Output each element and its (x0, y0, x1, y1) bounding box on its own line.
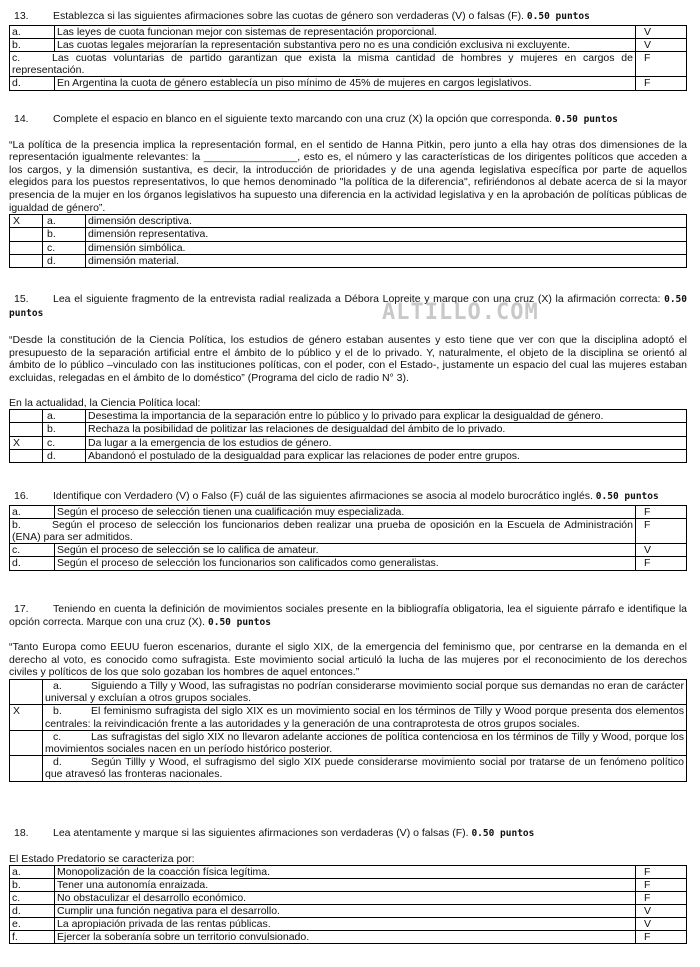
row-letter: a. (43, 215, 86, 228)
q14-table (9, 214, 687, 268)
question-points: 0.50 puntos (208, 616, 271, 628)
row-letter: c. (43, 241, 86, 254)
q18-table (9, 865, 687, 944)
question-number: 16. (14, 490, 29, 502)
row-text: Siguiendo a Tilly y Wood, las sufragistas no podrían considerarse movimiento social porque sus demandas no eran de carácter universal y excluían a otros grupos sociales. (45, 679, 684, 705)
row-letter: b. (53, 705, 62, 718)
row-letter: d. (53, 756, 62, 769)
answer-cell[interactable]: F (636, 77, 687, 90)
row-letter: c. (43, 436, 86, 449)
question-points: 0.50 puntos (554, 114, 618, 125)
question-17-header (9, 603, 687, 629)
question-number: 14. (14, 113, 29, 125)
question-number: 13. (14, 10, 29, 22)
row-text-wrapped (43, 756, 687, 781)
mark-cell[interactable] (10, 254, 43, 267)
answer-cell[interactable]: F (636, 931, 687, 944)
question-number: 15. (14, 293, 29, 305)
row-text: Abandonó el postulado de la desigualdad para explicar las relaciones de poder entre grupos. (86, 449, 687, 462)
answer-cell[interactable]: V (636, 544, 687, 557)
question-intro: En la actualidad, la Ciencia Política local: (9, 396, 201, 409)
row-letter: a. (10, 866, 55, 879)
answer-cell[interactable]: F (636, 892, 687, 905)
question-points: 0.50 puntos (526, 11, 590, 22)
mark-cell[interactable]: X (10, 215, 43, 228)
table-row (10, 423, 687, 436)
row-letter: a. (10, 505, 55, 518)
row-letter: d. (10, 905, 55, 918)
row-letter: d. (43, 254, 86, 267)
row-text: Rechaza la posibilidad de politizar las relaciones de desigualdad del ámbito de lo privado. (86, 423, 687, 436)
table-row (10, 730, 687, 755)
row-text: Según el proceso de selección los funcionarios deben realizar una prueba de oposición en la Escuela de Administración (ENA) para ser admitidos. (12, 518, 633, 543)
row-letter: d. (43, 449, 86, 462)
row-letter: b. (10, 879, 55, 892)
mark-cell[interactable] (10, 730, 43, 755)
row-text: Desestima la importancia de la separación entre lo público y lo privado para explicar la desigualdad de género. (86, 410, 687, 423)
question-15 (9, 293, 687, 463)
row-letter: d. (10, 557, 55, 570)
row-letter: d. (10, 77, 55, 90)
table-row (10, 892, 687, 905)
question-17 (9, 603, 687, 782)
question-text: Identifique con Verdadero (V) o Falso (F) cuál de las siguientes afirmaciones se asocia al modelo burocrático inglés. (53, 490, 593, 502)
quote-paragraph: “La política de la presencia implica la representación formal, en el sentido de Hanna Pitkin, pero junto a ella hay otras dos dimensiones de la representación igualmente relevantes: la ________________, esto es, el número y las características de los dirigentes políticos que acceden a los cargos, y la dimensión sustantiva, es decir, la introducción de prioridades y de una agenda legislativa específica por parte de aquellos elegidos para los puestos representativos, lo que hemos denominado "la política de la diferencia", refiriéndonos al debate acerca de si la mayor presencia de la mujer en los órganos legislativos ha supuesto una diferencia en la actividad legislativa y en la aprobación de políticas públicas de igualdad de género”. (9, 138, 687, 214)
table-row (10, 756, 687, 781)
row-letter: c. (12, 52, 21, 64)
question-15-header (9, 293, 687, 325)
row-letter: b. (43, 228, 86, 241)
row-text-wrapped (43, 679, 687, 704)
mark-cell[interactable] (10, 410, 43, 423)
row-text: dimensión representativa. (86, 228, 687, 241)
row-text-wrapped (10, 52, 636, 77)
row-text: dimensión material. (86, 254, 687, 267)
table-row (10, 557, 687, 570)
table-row (10, 679, 687, 704)
question-13 (9, 10, 687, 91)
question-14-header (9, 113, 687, 127)
row-text: Da lugar a la emergencia de los estudios de género. (86, 436, 687, 449)
table-row (10, 241, 687, 254)
question-text: Lea atentamente y marque si las siguientes afirmaciones son verdaderas (V) o falsas (F). (53, 827, 469, 839)
mark-cell[interactable] (10, 449, 43, 462)
row-letter: a. (10, 25, 55, 38)
question-18 (9, 827, 687, 944)
row-text-wrapped (43, 730, 687, 755)
table-row (10, 879, 687, 892)
table-row (10, 705, 687, 730)
row-text: La apropiación privada de las rentas públicas. (55, 918, 636, 931)
row-letter: b. (12, 518, 21, 531)
table-row (10, 866, 687, 879)
table-row (10, 254, 687, 267)
table-row (10, 77, 687, 90)
table-row (10, 410, 687, 423)
question-16 (9, 490, 687, 571)
q16-table (9, 505, 687, 571)
row-text: Ejercer la soberanía sobre un territorio convulsionado. (55, 931, 636, 944)
q15-table (9, 409, 687, 463)
question-text: Lea el siguiente fragmento de la entrevista radial realizada a Débora Lopreite y marque con una cruz (X) la afirmación correcta: (53, 293, 661, 305)
answer-cell[interactable]: F (636, 866, 687, 879)
question-points: 0.50 puntos (9, 294, 687, 319)
row-text: Las leyes de cuota funcionan mejor con sistemas de representación proporcional. (55, 25, 636, 38)
row-text: Según el proceso de selección los funcionarios son calificados como generalistas. (55, 557, 636, 570)
table-row (10, 931, 687, 944)
table-row (10, 918, 687, 931)
answer-cell[interactable]: V (636, 38, 687, 51)
row-letter: e. (10, 918, 55, 931)
table-row (10, 505, 687, 518)
row-text: Tener una autonomía enraizada. (55, 879, 636, 892)
row-text: Según el proceso de selección se lo califica de amateur. (55, 544, 636, 557)
quote-paragraph: “Tanto Europa como EEUU fueron escenarios, durante el siglo XIX, de la emergencia del feminismo que, por centrarse en la demanda en el derecho al voto, es conocido como sufragista. Este movimiento social articuló la lucha de las mujeres por el reconocimiento de los derechos civiles y políticos de los que solo gozaban los hombres de aquel entonces.” (9, 641, 687, 679)
answer-cell[interactable]: F (636, 52, 687, 77)
quote-paragraph: “Desde la constitución de la Ciencia Política, los estudios de género estaban ausentes y esto tiene que ver con que la disciplina adoptó el presupuesto de la separación artificial entre el ámbito de lo público y el de lo privado. Y, naturalmente, el objeto de la disciplina se orientó al ámbito de lo público –vinculado con las instituciones políticas, con el poder, con el Estado-, justamente un espacio del cual las mujeres estaban excluidas, relegadas en el ámbito de lo doméstico” (Programa del ciclo de radio N° 3). (9, 334, 687, 384)
row-text: Las cuotas legales mejorarían la representación substantiva pero no es una condición exclusiva ni excluyente. (55, 38, 636, 51)
table-row (10, 449, 687, 462)
table-row (10, 228, 687, 241)
mark-cell[interactable]: X (10, 436, 43, 449)
row-letter: b. (43, 423, 86, 436)
table-row (10, 544, 687, 557)
watermark-logo: ALTILLO.COM (382, 300, 539, 325)
row-letter: a. (43, 410, 86, 423)
question-number: 17. (14, 603, 29, 615)
question-number: 18. (14, 827, 29, 839)
q17-table (9, 679, 687, 782)
answer-cell[interactable]: V (636, 905, 687, 918)
answer-cell[interactable]: V (636, 918, 687, 931)
row-text: dimensión descriptiva. (86, 215, 687, 228)
question-text: Complete el espacio en blanco en el siguiente texto marcando con una cruz (X) la opción que corresponda. (53, 113, 553, 125)
row-text: dimensión simbólica. (86, 241, 687, 254)
question-intro: El Estado Predatorio se caracteriza por: (9, 852, 195, 865)
mark-cell[interactable] (10, 679, 43, 704)
row-letter: c. (53, 730, 62, 743)
mark-cell[interactable] (10, 423, 43, 436)
question-points: 0.50 puntos (471, 828, 535, 839)
table-row (10, 52, 687, 77)
mark-cell[interactable] (10, 756, 43, 781)
row-letter: f. (10, 931, 55, 944)
question-18-header (9, 827, 687, 841)
question-13-header (9, 10, 687, 24)
answer-cell[interactable]: F (636, 518, 687, 543)
answer-cell[interactable]: V (636, 25, 687, 38)
mark-cell[interactable] (10, 241, 43, 254)
q13-table (9, 25, 687, 91)
row-letter: c. (10, 892, 55, 905)
row-text: Monopolización de la coacción física legítima. (55, 866, 636, 879)
row-letter: c. (10, 544, 55, 557)
table-row (10, 25, 687, 38)
row-text: El feminismo sufragista del siglo XIX es un movimiento social en los términos de Tilly y Wood porque presenta dos elementos centrales: la reivindicación frente a las autoridades y la generación de una contraprotesta de otros grupos sociales. (45, 705, 684, 730)
row-text: Las cuotas voluntarias de partido garantizan que exista la misma cantidad de hombres y mujeres en cargos de representación. (12, 52, 633, 77)
mark-cell[interactable] (10, 228, 43, 241)
table-row (10, 38, 687, 51)
row-text-wrapped (43, 705, 687, 730)
table-row (10, 436, 687, 449)
table-row (10, 215, 687, 228)
question-points: 0.50 puntos (595, 491, 659, 502)
row-text: Cumplir una función negativa para el desarrollo. (55, 905, 636, 918)
question-text: Establezca si las siguientes afirmaciones sobre las cuotas de género son verdaderas (V) o falsas (F). (53, 10, 524, 22)
row-letter: b. (10, 38, 55, 51)
answer-cell[interactable]: F (636, 505, 687, 518)
row-text: Según el proceso de selección tienen una cualificación muy especializada. (55, 505, 636, 518)
row-text: En Argentina la cuota de género establecía un piso mínimo de 45% de mujeres en cargos legislativos. (55, 77, 636, 90)
row-letter: a. (53, 679, 62, 692)
table-row (10, 518, 687, 543)
table-row (10, 905, 687, 918)
row-text: Según Tillly y Wood, el sufragismo del siglo XIX puede considerarse movimiento social por tratarse de un fenómeno político que atravesó las fronteras nacionales. (45, 756, 684, 781)
question-14 (9, 113, 687, 268)
answer-cell[interactable]: F (636, 879, 687, 892)
row-text-wrapped (10, 518, 636, 543)
question-16-header (9, 490, 687, 504)
question-text: Teniendo en cuenta la definición de movimientos sociales presente en la bibliografía obligatoria, lea el siguiente párrafo e identifique la opción correcta. Marque con una cruz (X). (9, 603, 687, 628)
mark-cell[interactable]: X (10, 705, 43, 730)
answer-cell[interactable]: F (636, 557, 687, 570)
row-text: No obstaculizar el desarrollo económico. (55, 892, 636, 905)
row-text: Las sufragistas del siglo XIX no llevaron adelante acciones de política contenciosa en los términos de Tilly y Wood, porque los movimientos sociales nacen en un período histórico posterior. (45, 730, 684, 755)
